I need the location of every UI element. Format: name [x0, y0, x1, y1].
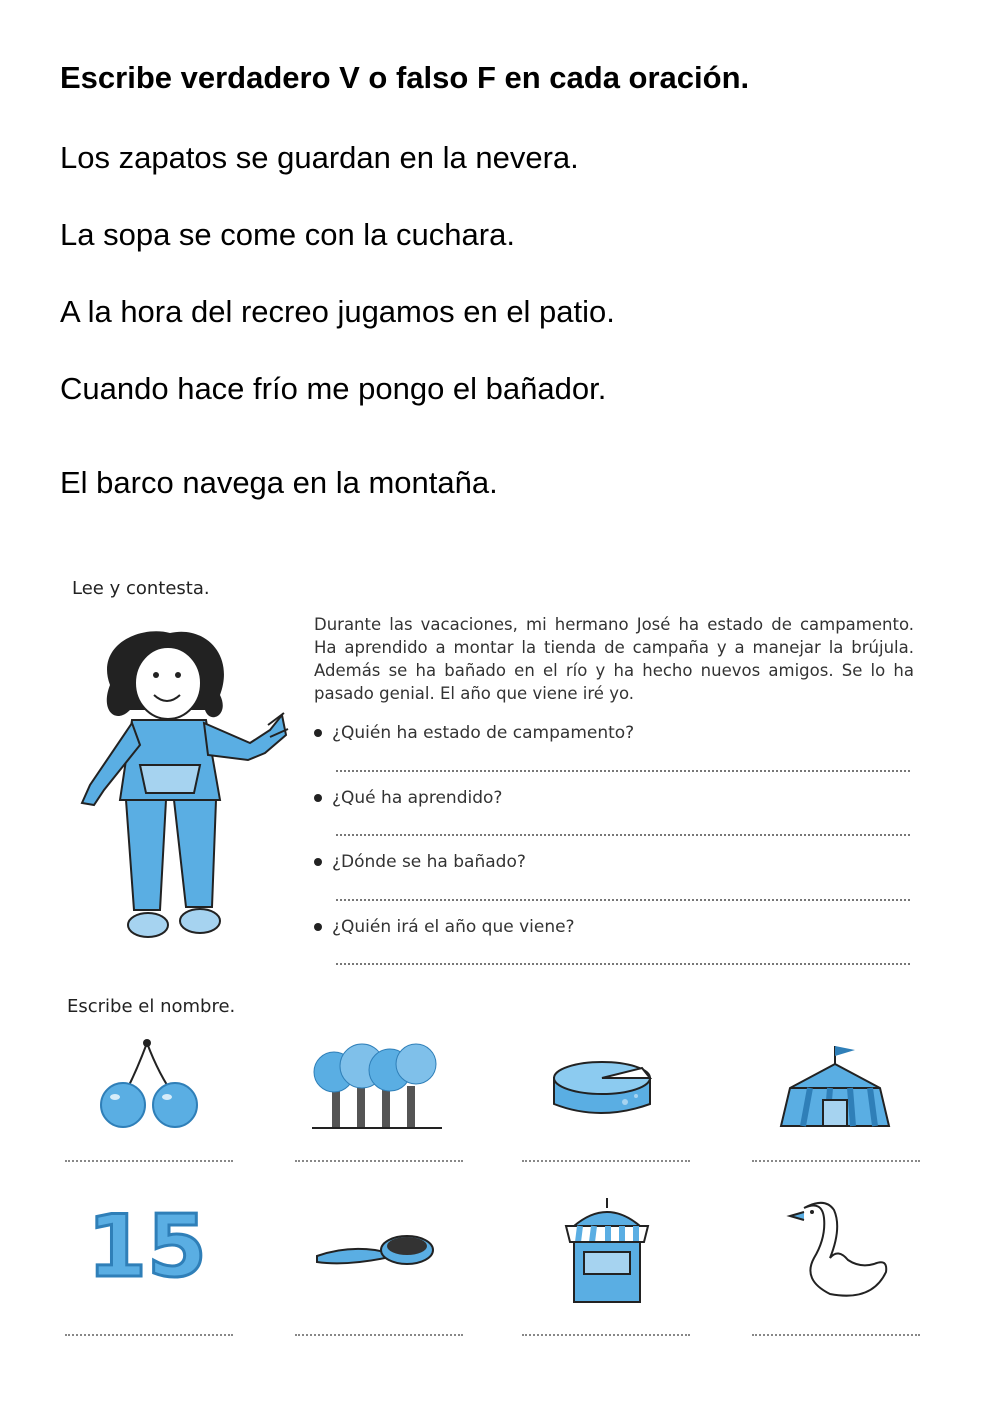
- sentence-1: Los zapatos se guardan en la nevera.: [60, 140, 579, 175]
- answer-line-2[interactable]: [336, 834, 910, 836]
- brush-icon: [315, 1228, 435, 1268]
- name-line-3[interactable]: [522, 1160, 690, 1162]
- reading-passage: Durante las vacaciones, mi hermano José ha estado de campamento. Ha aprendido a montar la tienda de campaña y a manejar la brújula. Además se ha bañado en el río y ha hecho nuevos amigos. Se lo ha pasado genial. El año que viene iré yo.: [314, 615, 914, 703]
- name-line-6[interactable]: [295, 1334, 463, 1336]
- trees-icon: [312, 1040, 442, 1130]
- bullet-icon: [314, 794, 322, 802]
- name-line-7[interactable]: [522, 1334, 690, 1336]
- answer-line-4[interactable]: [336, 963, 910, 965]
- write-the-name-label: Escribe el nombre.: [67, 996, 236, 1017]
- question-4: [314, 917, 575, 937]
- kiosk-icon: [560, 1196, 655, 1306]
- bullet-icon: [314, 729, 322, 737]
- question-text: ¿Dónde se ha bañado?: [332, 852, 526, 872]
- name-line-1[interactable]: [65, 1160, 233, 1162]
- circus-tent-icon: [775, 1042, 895, 1127]
- child-illustration: [70, 625, 290, 945]
- sentence-4: Cuando hace frío me pongo el bañador.: [60, 371, 607, 406]
- number-15-text: 15: [87, 1197, 207, 1297]
- number-15-icon: [87, 1197, 207, 1297]
- bullet-icon: [314, 923, 322, 931]
- question-text: ¿Quién ha estado de campamento?: [332, 723, 635, 743]
- bullet-icon: [314, 858, 322, 866]
- name-line-8[interactable]: [752, 1334, 920, 1336]
- answer-line-1[interactable]: [336, 770, 910, 772]
- swan-icon: [782, 1198, 892, 1303]
- exercise-title: Escribe verdadero V o falso F en cada oración.: [60, 60, 750, 95]
- question-text: ¿Quién irá el año que viene?: [332, 917, 575, 937]
- name-line-5[interactable]: [65, 1334, 233, 1336]
- sentence-2: La sopa se come con la cuchara.: [60, 217, 515, 252]
- answer-line-3[interactable]: [336, 899, 910, 901]
- question-3: [314, 852, 526, 872]
- name-line-4[interactable]: [752, 1160, 920, 1162]
- sentence-3: A la hora del recreo jugamos en el patio.: [60, 294, 615, 329]
- question-text: ¿Qué ha aprendido?: [332, 788, 503, 808]
- question-2: [314, 788, 502, 808]
- name-line-2[interactable]: [295, 1160, 463, 1162]
- cherries-icon: [95, 1035, 205, 1130]
- question-1: [314, 723, 634, 743]
- sentence-5: El barco navega en la montaña.: [60, 465, 498, 500]
- cheese-icon: [550, 1058, 655, 1120]
- read-and-answer-label: Lee y contesta.: [72, 578, 210, 599]
